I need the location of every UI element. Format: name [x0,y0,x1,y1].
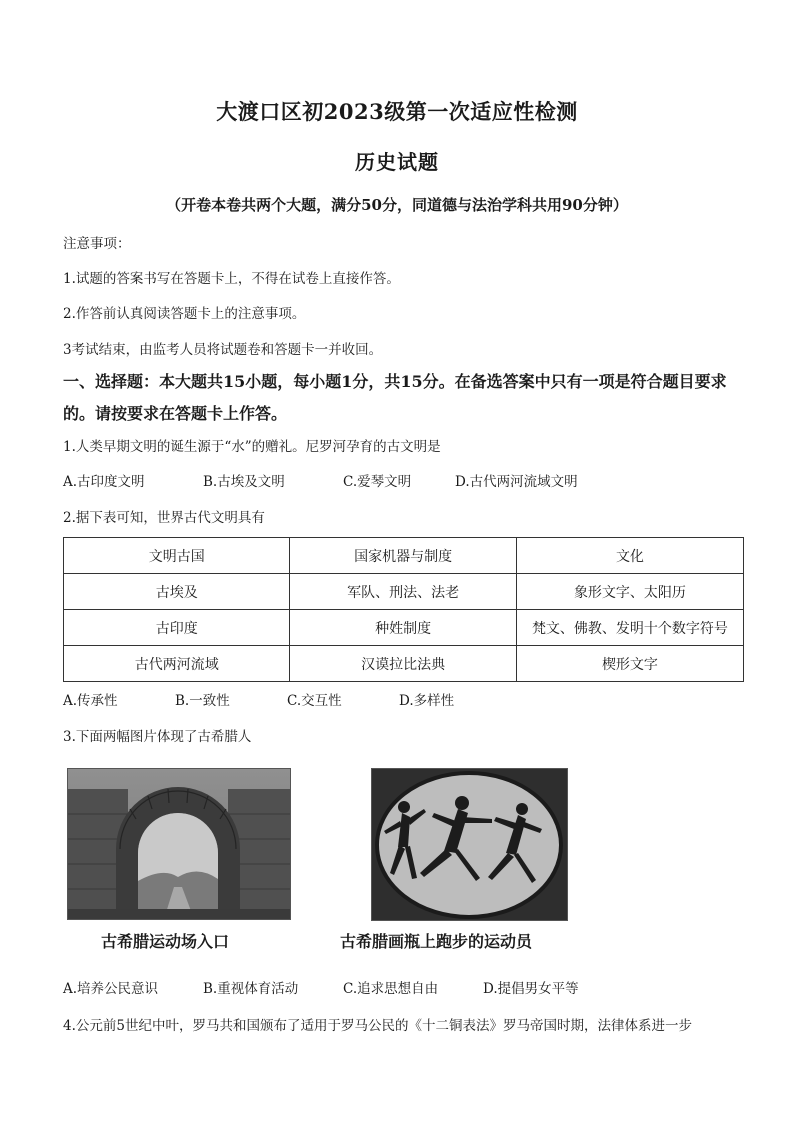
table-cell: 古印度 [64,610,290,646]
exam-title: 大渡口区初2023级第一次适应性检测 [216,99,578,124]
table-header: 文化 [516,538,743,574]
photo-caption-stadium: 古希腊运动场入口 [101,932,230,951]
question-3-options [63,977,579,997]
option-b: B.古埃及文明 [203,474,285,490]
table-cell: 古埃及 [64,574,290,610]
table-cell: 象形文字、太阳历 [516,574,743,610]
table-header: 文明古国 [64,538,290,574]
stadium-entrance-photo [67,768,291,920]
table-header: 国家机器与制度 [290,538,516,574]
table-row [64,646,744,682]
table-cell: 古代两河流域 [64,646,290,682]
section-heading: 一、选择题：本大题共15小题，每小题1分，共15分。在备选答案中只有一项是符合题目要求的。请按要求在答题卡上作答。 [63,372,727,423]
greek-vase-runners-image [371,768,568,921]
option-b: B.重视体育活动 [203,981,299,997]
table-cell: 楔形文字 [516,646,743,682]
question-4-stem: 4.公元前5世纪中叶，罗马共和国颁布了适用于罗马公民的《十二铜表法》罗马帝国时期，法律体系进一步 [63,1018,692,1034]
civilization-table [63,537,744,682]
exam-note: （开卷本卷共两个大题，满分50分，同道德与法治学科共用90分钟） [166,196,628,214]
instructions-heading: 注意事项： [63,236,131,252]
table-cell: 梵文、佛教、发明十个数字符号 [516,610,743,646]
table-cell: 汉谟拉比法典 [290,646,516,682]
option-a: A.传承性 [63,693,118,709]
option-b: B.一致性 [175,693,230,709]
option-d: D.古代两河流域文明 [455,474,578,490]
question-1-stem: 1.人类早期文明的诞生源于“水”的赠礼。尼罗河孕育的古文明是 [63,439,441,455]
option-d: D.多样性 [399,693,455,709]
question-2-options [63,689,454,709]
option-a: A.古印度文明 [63,474,145,490]
question-2-stem: 2.据下表可知，世界古代文明具有 [63,510,265,526]
option-d: D.提倡男女平等 [483,981,579,997]
table-header-row [64,538,744,574]
table-row [64,574,744,610]
instruction-item: 2.作答前认真阅读答题卡上的注意事项。 [63,306,306,322]
option-c: C.爱琴文明 [343,474,412,490]
question-1-options [63,470,578,490]
table-cell: 军队、刑法、法老 [290,574,516,610]
table-row [64,610,744,646]
option-a: A.培养公民意识 [63,981,159,997]
instruction-item: 3考试结束，由监考人员将试题卷和答题卡一并收回。 [63,342,383,358]
option-c: C.追求思想自由 [343,981,439,997]
option-c: C.交互性 [287,693,342,709]
table-cell: 种姓制度 [290,610,516,646]
photo-caption-vase: 古希腊画瓶上跑步的运动员 [340,932,533,951]
question-3-stem: 3.下面两幅图片体现了古希腊人 [63,729,252,745]
instruction-item: 1.试题的答案书写在答题卡上，不得在试卷上直接作答。 [63,271,400,287]
exam-subtitle: 历史试题 [355,150,439,174]
